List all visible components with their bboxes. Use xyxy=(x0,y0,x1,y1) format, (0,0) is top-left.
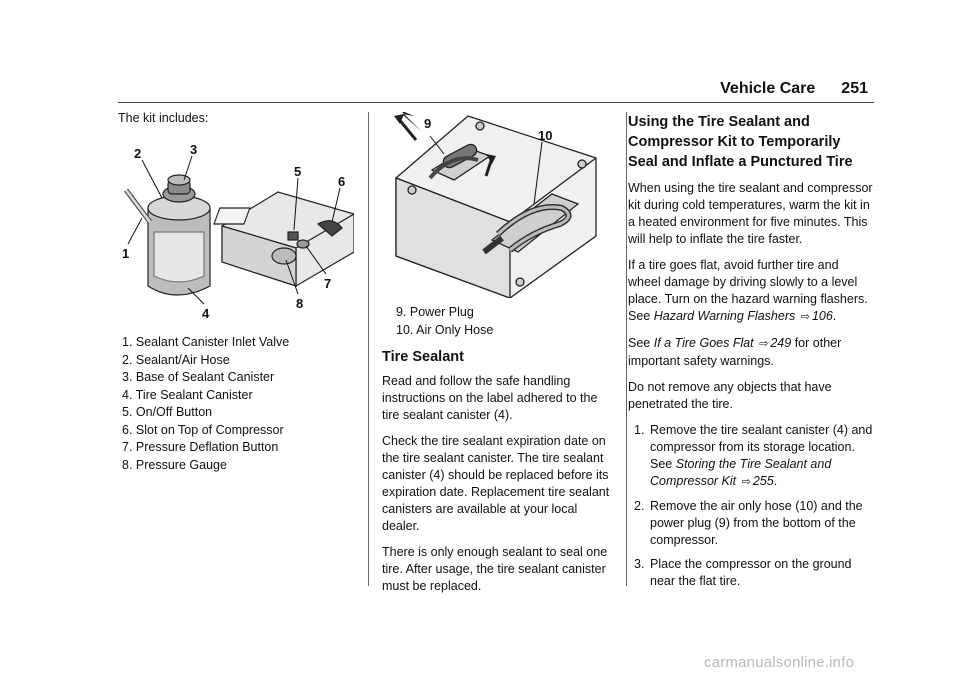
callout-3: 3 xyxy=(190,142,198,157)
callout-6: 6 xyxy=(338,174,346,189)
step-text: Remove the air only hose (10) and the power plug (9) from the bottom of the compressor. xyxy=(650,499,863,547)
legend-item: 2. Sealant/Air Hose xyxy=(122,352,230,367)
procedure-steps xyxy=(628,422,874,590)
column-divider-1 xyxy=(368,112,369,586)
punctuation: . xyxy=(773,474,778,488)
legend-item: 5. On/Off Button xyxy=(122,405,213,419)
running-header xyxy=(720,80,868,98)
step-number: 3. xyxy=(634,557,645,571)
step-number: 2. xyxy=(634,499,645,513)
kit-intro: The kit includes: xyxy=(118,111,209,125)
step-text: Place the compressor on the ground near the flat tire. xyxy=(650,557,852,588)
callout-7: 7 xyxy=(324,276,332,291)
paragraph: There is only enough sealant to seal one tire. After usage, the tire sealant canister must be replaced. xyxy=(382,545,608,593)
column-divider-2 xyxy=(626,112,627,586)
hose-legend xyxy=(382,304,618,339)
xref-page[interactable]: 249 xyxy=(770,336,792,350)
legend-item: 3. Base of Sealant Canister xyxy=(122,370,275,384)
xref-page[interactable]: 255 xyxy=(752,474,774,488)
compressor-drawing xyxy=(214,192,354,286)
xref-link[interactable]: Hazard Warning Flashers xyxy=(653,309,796,323)
paragraph: Read and follow the safe handling instructions on the label adhered to the tire sealant canister (4). xyxy=(382,374,598,422)
callout-9: 9 xyxy=(424,116,432,131)
xref-page[interactable]: 106 xyxy=(811,309,833,323)
page-ref-arrow-icon: ⇨ xyxy=(800,311,810,323)
paragraph xyxy=(628,335,874,370)
section-heading: Tire Sealant xyxy=(382,349,464,365)
step-number: 1. xyxy=(634,423,645,437)
legend-item: 8. Pressure Gauge xyxy=(122,457,227,472)
paragraph: Do not remove any objects that have penetrated the tire. xyxy=(628,380,832,411)
callout-4: 4 xyxy=(202,306,210,321)
paragraph: When using the tire sealant and compressor kit during cold temperatures, warm the kit in a heated environment for five minutes. This will help to inflate the tire faster. xyxy=(628,181,873,246)
kit-legend xyxy=(118,334,354,474)
legend-item: 7. Pressure Deflation Button xyxy=(122,440,279,454)
callout-2: 2 xyxy=(134,146,142,161)
callout-8: 8 xyxy=(296,296,304,311)
paragraph xyxy=(628,257,874,326)
legend-item: 4. Tire Sealant Canister xyxy=(122,387,253,402)
step-text: Remove the tire sealant canister (4) and compressor from its storage location. See xyxy=(650,423,873,471)
paragraph: Check the tire sealant expiration date on the tire sealant canister. The tire sealant canister (4) should be replaced before its expiration date. Replacement tire sealant canisters are available at your local dealer. xyxy=(382,434,610,533)
step-item xyxy=(628,556,874,590)
callout-1: 1 xyxy=(122,246,130,261)
legend-item: 6. Slot on Top of Compressor xyxy=(122,422,284,437)
legend-item: 1. Sealant Canister Inlet Valve xyxy=(122,335,290,349)
callout-5: 5 xyxy=(294,164,302,179)
page-ref-arrow-icon: ⇨ xyxy=(741,476,751,488)
watermark: carmanualsonline.info xyxy=(704,654,855,671)
header-divider xyxy=(118,102,874,103)
paragraph-text: See xyxy=(628,336,651,350)
paragraph-text: If a tire goes flat, avoid further tire and wheel damage by driving slowly to a level place. Turn on the hazard warning flashers. See xyxy=(628,258,868,323)
kit-illustration xyxy=(118,136,354,326)
punctuation: . xyxy=(832,309,837,323)
sealant-canister-drawing xyxy=(126,175,210,295)
page-number: 251 xyxy=(841,80,868,97)
legend-item: 9. Power Plug xyxy=(396,305,474,319)
column-1 xyxy=(118,110,354,474)
step-item xyxy=(628,422,874,491)
procedure-heading: Using the Tire Sealant and Compressor Kit to Temporarily Seal and Inflate a Punctured Tire xyxy=(628,114,853,170)
compressor-bottom-illustration xyxy=(382,112,602,298)
step-item xyxy=(628,498,874,549)
paragraph-text: for other important safety warnings. xyxy=(628,336,842,368)
callout-10: 10 xyxy=(538,128,553,143)
section-title: Vehicle Care xyxy=(720,80,816,97)
page-ref-arrow-icon: ⇨ xyxy=(759,338,769,350)
xref-link[interactable]: If a Tire Goes Flat xyxy=(653,336,754,350)
legend-item: 10. Air Only Hose xyxy=(396,322,494,337)
column-2 xyxy=(382,112,618,604)
xref-link[interactable]: Storing the Tire Sealant and Compressor Kit xyxy=(650,457,832,488)
column-3 xyxy=(628,112,874,597)
